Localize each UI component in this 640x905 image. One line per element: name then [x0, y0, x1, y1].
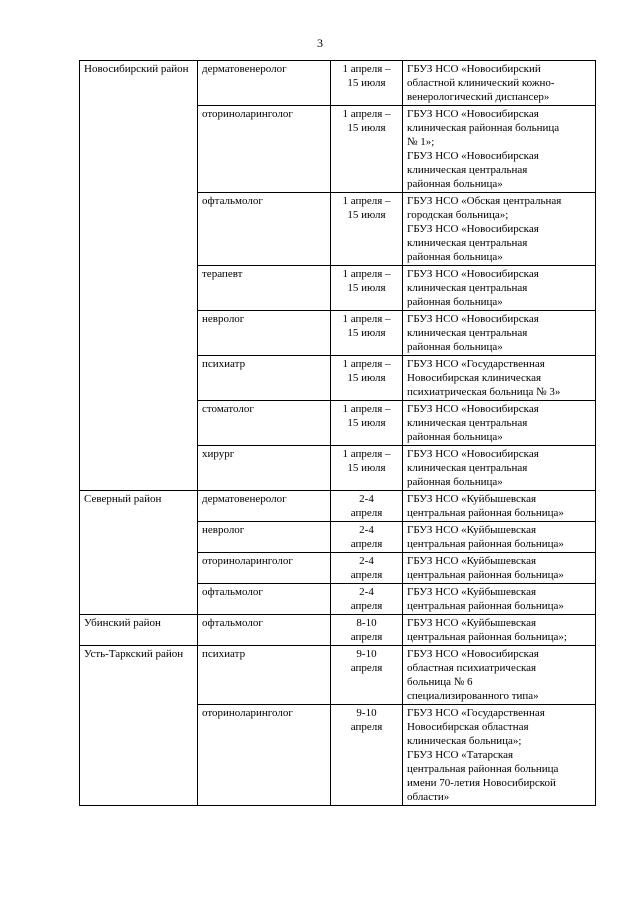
date-line: 15 июля: [347, 327, 386, 339]
institution-line: венерологический диспансер»: [407, 91, 550, 103]
institution-line: центральная районная больница»;: [407, 631, 567, 643]
date-line: 15 июля: [347, 417, 386, 429]
dates-cell: [331, 106, 403, 193]
table-row: [80, 615, 596, 646]
institution-line: областная психиатрическая: [407, 662, 537, 674]
institution-line: ГБУЗ НСО «Куйбышевская: [407, 617, 537, 629]
institution-line: ГБУЗ НСО «Новосибирская: [407, 313, 539, 325]
institution-cell: [403, 522, 596, 553]
institution-line: центральная районная больница»: [407, 600, 564, 612]
institution-line: ГБУЗ НСО «Новосибирская: [407, 448, 539, 460]
institution-line: больница № 6: [407, 676, 473, 688]
specialist-cell: психиатр: [198, 646, 331, 705]
institution-line: клиническая центральная: [407, 327, 528, 339]
specialist-cell: оториноларинголог: [198, 553, 331, 584]
institution-line: ГБУЗ НСО «Новосибирская: [407, 403, 539, 415]
dates-cell: [331, 193, 403, 266]
institution-line: городская больница»;: [407, 209, 509, 221]
date-line: 2-4: [359, 493, 374, 505]
institution-cell: [403, 446, 596, 491]
date-line: 1 апреля –: [342, 268, 391, 280]
date-line: 1 апреля –: [342, 195, 391, 207]
date-line: апреля: [350, 631, 383, 643]
institution-line: ГБУЗ НСО «Государственная: [407, 358, 545, 370]
specialist-cell: дерматовенеролог: [198, 491, 331, 522]
date-line: 15 июля: [347, 209, 386, 221]
institution-line: Новосибирская областная: [407, 721, 529, 733]
institution-line: клиническая центральная: [407, 164, 528, 176]
specialist-cell: оториноларинголог: [198, 106, 331, 193]
institution-line: имени 70-летия Новосибирской: [407, 777, 556, 789]
institution-cell: [403, 615, 596, 646]
dates-cell: [331, 553, 403, 584]
district-cell: Усть-Таркский район: [80, 646, 198, 806]
institution-line: районная больница»: [407, 178, 503, 190]
institution-line: клиническая центральная: [407, 282, 528, 294]
institution-cell: [403, 491, 596, 522]
institution-cell: [403, 356, 596, 401]
district-cell: Новосибирский район: [80, 61, 198, 491]
dates-cell: [331, 705, 403, 806]
dates-cell: [331, 356, 403, 401]
institution-cell: [403, 553, 596, 584]
dates-cell: [331, 491, 403, 522]
specialist-cell: офтальмолог: [198, 615, 331, 646]
date-line: 1 апреля –: [342, 63, 391, 75]
dates-cell: [331, 401, 403, 446]
institution-cell: [403, 61, 596, 106]
specialist-cell: психиатр: [198, 356, 331, 401]
institution-line: психиатрическая больница № 3»: [407, 386, 561, 398]
institution-cell: [403, 266, 596, 311]
date-line: 15 июля: [347, 122, 386, 134]
date-line: апреля: [350, 507, 383, 519]
date-line: 1 апреля –: [342, 448, 391, 460]
date-line: 1 апреля –: [342, 403, 391, 415]
date-line: 9-10: [356, 707, 377, 719]
table-row: [80, 491, 596, 522]
institution-line: областной клинический кожно-: [407, 77, 555, 89]
date-line: апреля: [350, 569, 383, 581]
specialist-cell: оториноларинголог: [198, 705, 331, 806]
institution-cell: [403, 193, 596, 266]
date-line: 15 июля: [347, 372, 386, 384]
dates-cell: [331, 584, 403, 615]
institution-line: клиническая районная больница: [407, 122, 560, 134]
dates-cell: [331, 522, 403, 553]
district-cell: Убинский район: [80, 615, 198, 646]
institution-line: клиническая центральная: [407, 237, 528, 249]
date-line: 8-10: [356, 617, 377, 629]
institution-line: специализированного типа»: [407, 690, 539, 702]
institution-line: центральная районная больница»: [407, 538, 564, 550]
date-line: 1 апреля –: [342, 313, 391, 325]
date-line: 15 июля: [347, 462, 386, 474]
dates-cell: [331, 446, 403, 491]
institution-cell: [403, 705, 596, 806]
institution-line: ГБУЗ НСО «Куйбышевская: [407, 493, 537, 505]
dates-cell: [331, 646, 403, 705]
specialist-cell: терапевт: [198, 266, 331, 311]
institution-line: центральная районная больница»: [407, 507, 564, 519]
institution-line: ГБУЗ НСО «Татарская: [407, 749, 514, 761]
date-line: апреля: [350, 662, 383, 674]
specialist-cell: невролог: [198, 522, 331, 553]
institution-line: клиническая центральная: [407, 417, 528, 429]
institution-cell: [403, 584, 596, 615]
dates-cell: [331, 311, 403, 356]
institution-line: ГБУЗ НСО «Куйбышевская: [407, 555, 537, 567]
institution-line: № 1»;: [407, 136, 435, 148]
table-row: [80, 61, 596, 106]
institution-line: ГБУЗ НСО «Обская центральная: [407, 195, 562, 207]
institution-line: ГБУЗ НСО «Новосибирская: [407, 108, 539, 120]
schedule-table-body: [80, 61, 596, 806]
schedule-table: [79, 60, 596, 806]
date-line: 2-4: [359, 555, 374, 567]
date-line: 15 июля: [347, 282, 386, 294]
institution-line: районная больница»: [407, 341, 503, 353]
institution-line: области»: [407, 791, 450, 803]
dates-cell: [331, 61, 403, 106]
date-line: 1 апреля –: [342, 108, 391, 120]
institution-cell: [403, 401, 596, 446]
institution-line: ГБУЗ НСО «Новосибирская: [407, 648, 539, 660]
district-cell: Северный район: [80, 491, 198, 615]
institution-line: центральная районная больница: [407, 763, 559, 775]
institution-cell: [403, 106, 596, 193]
institution-cell: [403, 646, 596, 705]
institution-line: районная больница»: [407, 476, 503, 488]
institution-line: ГБУЗ НСО «Новосибирский: [407, 63, 541, 75]
institution-line: клиническая больница»;: [407, 735, 522, 747]
dates-cell: [331, 615, 403, 646]
institution-line: районная больница»: [407, 251, 503, 263]
specialist-cell: дерматовенеролог: [198, 61, 331, 106]
date-line: апреля: [350, 721, 383, 733]
specialist-cell: офтальмолог: [198, 584, 331, 615]
institution-line: Новосибирская клиническая: [407, 372, 542, 384]
institution-cell: [403, 311, 596, 356]
specialist-cell: хирург: [198, 446, 331, 491]
table-row: [80, 646, 596, 705]
date-line: 2-4: [359, 524, 374, 536]
institution-line: ГБУЗ НСО «Государственная: [407, 707, 545, 719]
institution-line: ГБУЗ НСО «Куйбышевская: [407, 586, 537, 598]
institution-line: ГБУЗ НСО «Новосибирская: [407, 223, 539, 235]
institution-line: ГБУЗ НСО «Новосибирская: [407, 268, 539, 280]
date-line: апреля: [350, 538, 383, 550]
date-line: 15 июля: [347, 77, 386, 89]
date-line: 9-10: [356, 648, 377, 660]
institution-line: районная больница»: [407, 296, 503, 308]
date-line: 2-4: [359, 586, 374, 598]
institution-line: районная больница»: [407, 431, 503, 443]
page-number: 3: [317, 36, 323, 50]
institution-line: ГБУЗ НСО «Новосибирская: [407, 150, 539, 162]
institution-line: центральная районная больница»: [407, 569, 564, 581]
specialist-cell: стоматолог: [198, 401, 331, 446]
specialist-cell: невролог: [198, 311, 331, 356]
date-line: 1 апреля –: [342, 358, 391, 370]
institution-line: клиническая центральная: [407, 462, 528, 474]
dates-cell: [331, 266, 403, 311]
institution-line: ГБУЗ НСО «Куйбышевская: [407, 524, 537, 536]
specialist-cell: офтальмолог: [198, 193, 331, 266]
date-line: апреля: [350, 600, 383, 612]
